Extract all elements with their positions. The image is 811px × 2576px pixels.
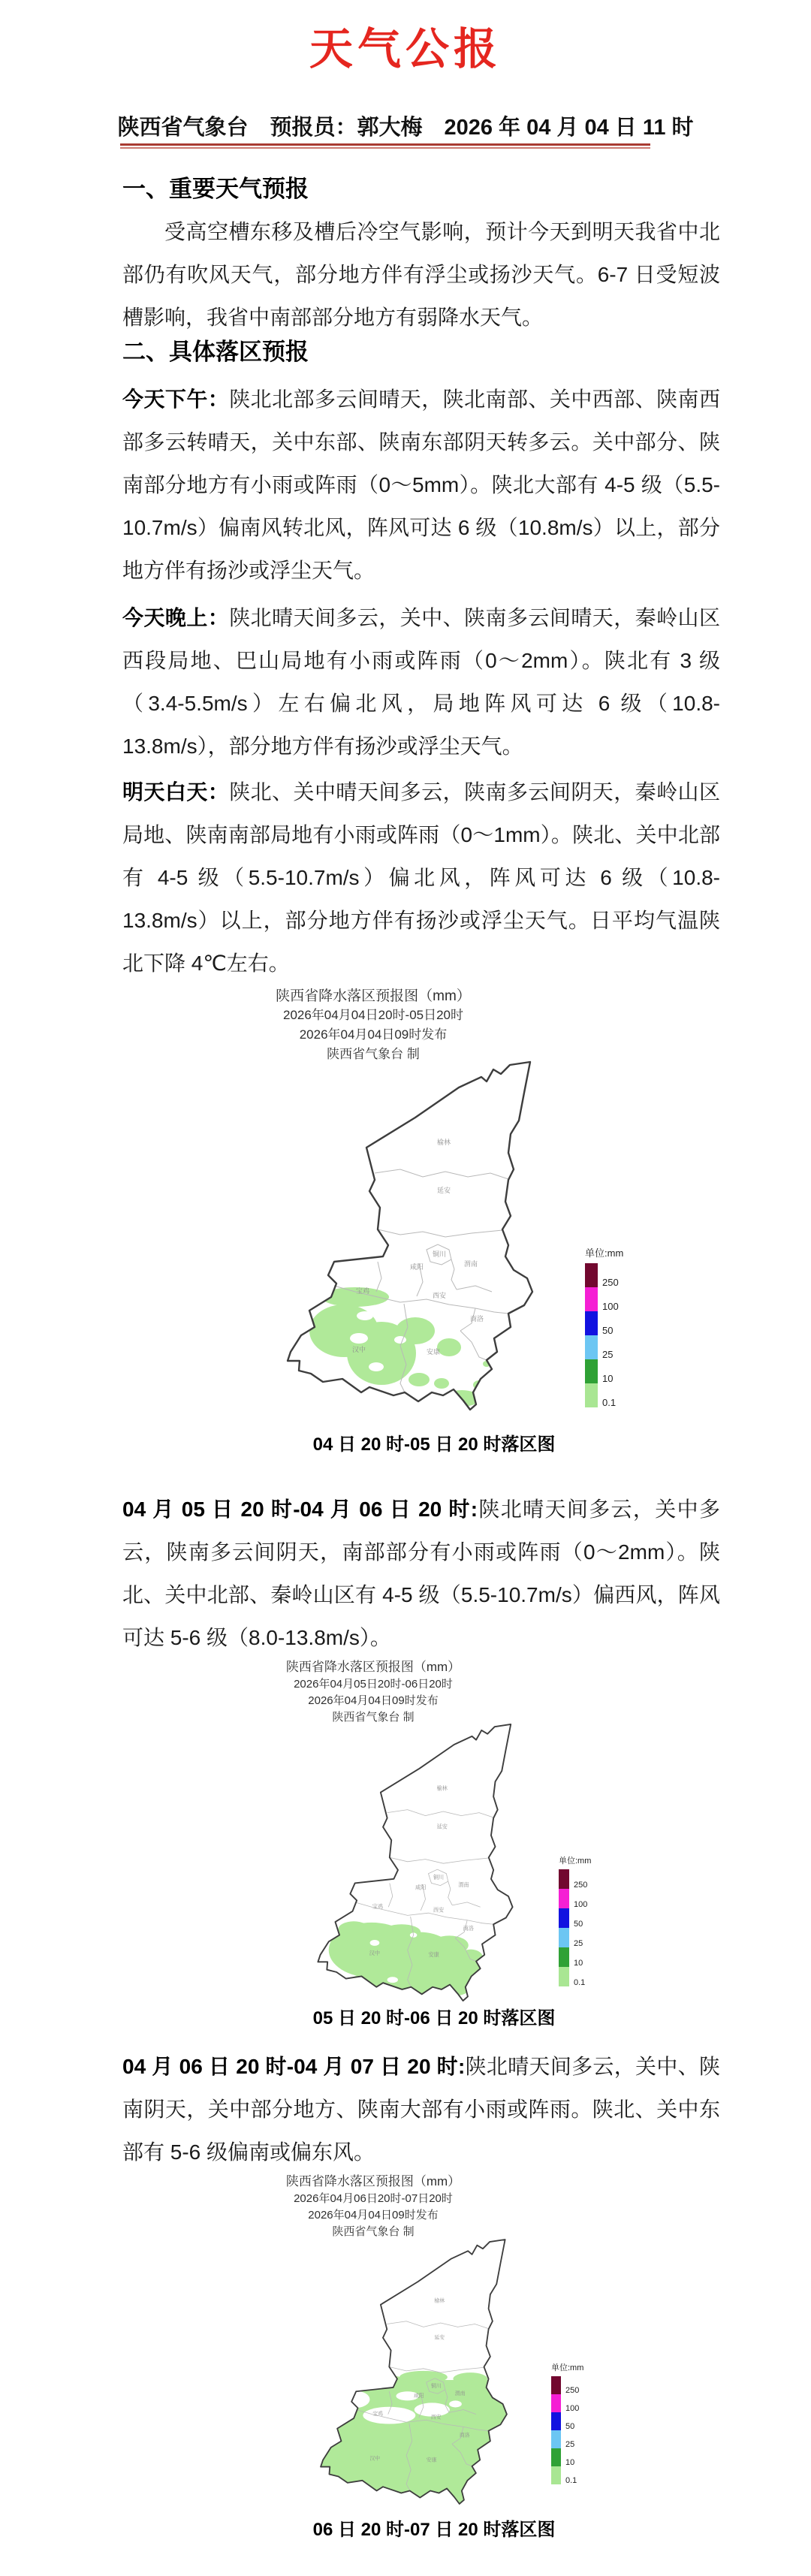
- precip-figure-day1: [0, 985, 811, 1471]
- legend-color-bar: [551, 2376, 561, 2484]
- map-issue-time: 2026年04月04日09时发布: [308, 2209, 439, 2222]
- legend-color-cell: [585, 1311, 598, 1335]
- legend-color-cell: [559, 1947, 569, 1967]
- map-title: 陕西省降水落区预报图（mm）: [285, 1660, 461, 1674]
- precip-legend: [559, 1856, 591, 1986]
- legend-value-label: 50: [565, 2422, 575, 2431]
- paragraph-text-today-afternoon: 陕北北部多云间晴天，陕北南部、关中西部、陕南西部多云转晴天，关中东部、陕南东部阴天转多云。关中部分、陕南部分地方有小雨或阵雨（0～5mm）。陕北大部有 4-5 级（5.5-10.7m/s）偏南风转北风，阵风可达 6 级（10.8m/s）以上，部分地方伴有扬沙或浮尘天气。: [122, 388, 720, 582]
- legend-color-cell: [585, 1287, 598, 1311]
- legend-value-label: 50: [602, 1325, 614, 1336]
- map-issue-time: 2026年04月04日09时发布: [299, 1027, 448, 1042]
- legend-value-label: 25: [602, 1349, 614, 1360]
- paragraph-lead-day6: 04 月 06 日 20 时-04 月 07 日 20 时:: [122, 2055, 466, 2078]
- legend-color-cell: [551, 2412, 561, 2430]
- legend-value-label: 0.1: [602, 1397, 617, 1408]
- header-rule-top: [120, 143, 650, 146]
- shaanxi-precip-map-day3: [316, 2237, 511, 2507]
- legend-color-cell: [585, 1263, 598, 1287]
- legend-value-label: 100: [565, 2404, 580, 2413]
- legend-value-label: 250: [565, 2386, 580, 2395]
- paragraph-lead-day5: 04 月 05 日 20 时-04 月 06 日 20 时:: [122, 1498, 478, 1521]
- legend-color-bar: [585, 1263, 598, 1407]
- paragraph-today-afternoon: [122, 378, 720, 592]
- page-title: 天气公报: [309, 25, 502, 74]
- legend-color-cell: [559, 1928, 569, 1947]
- paragraph-text-day6: 陕北晴天间多云，关中、陕南阴天，关中部分地方、陕南大部有小雨或阵雨。陕北、关中东部有 5-6 级偏南或偏东风。: [122, 2055, 720, 2164]
- legend-value-label: 50: [574, 1920, 583, 1929]
- paragraph-important-weather: 受高空槽东移及槽后冷空气影响，预计今天到明天我省中北部仍有吹风天气，部分地方伴有浮尘或扬沙天气。6-7 日受短波槽影响，我省中南部部分地方有弱降水天气。: [122, 220, 720, 329]
- precip-legend: [585, 1247, 623, 1407]
- map-valid-period: 2026年04月06日20时-07日20时: [294, 2192, 453, 2205]
- byline: 陕西省气象台 预报员：郭大梅 2026 年 04 月 04 日 11 时: [117, 116, 694, 140]
- paragraph-day6: [122, 2045, 720, 2173]
- legend-value-label: 100: [602, 1301, 619, 1312]
- precip-legend: [551, 2363, 583, 2484]
- legend-color-cell: [551, 2376, 561, 2394]
- legend-color-cell: [551, 2430, 561, 2448]
- map-title-block: [163, 1659, 583, 1727]
- legend-color-bar: [559, 1869, 569, 1986]
- legend-value-label: 0.1: [565, 2476, 577, 2485]
- map-caption: 06 日 20 时-07 日 20 时落区图: [312, 2520, 556, 2540]
- legend-color-cell: [585, 1335, 598, 1359]
- paragraph-text-tonight: 陕北晴天间多云，关中、陕南多云间晴天，秦岭山区西段局地、巴山局地有小雨或阵雨（0～2mm）。陕北有 3 级（3.4-5.5m/s）左右偏北风，局地阵风可达 6 级（10.8-13.8m/s），部分地方伴有扬沙或浮尘天气。: [122, 606, 720, 758]
- legend-value-label: 10: [602, 1373, 614, 1384]
- legend-value-label: 10: [574, 1959, 583, 1968]
- map-producer: 陕西省气象台 制: [327, 1047, 420, 1061]
- paragraph-tomorrow-day: [122, 771, 720, 985]
- map-producer: 陕西省气象台 制: [332, 2225, 415, 2238]
- paragraph-lead-today-afternoon: 今天下午：: [122, 388, 230, 411]
- shaanxi-precip-map-day1: [282, 1058, 538, 1413]
- shaanxi-precip-map-day2: [313, 1721, 517, 2004]
- paragraph-tonight: [122, 596, 720, 768]
- legend-value-label: 250: [602, 1277, 619, 1288]
- section-heading-detailed-forecast: 二、具体落区预报: [122, 339, 309, 365]
- map-issue-time: 2026年04月04日09时发布: [308, 1694, 439, 1707]
- section-heading-important-weather: 一、重要天气预报: [122, 176, 309, 202]
- legend-value-label: 10: [565, 2458, 575, 2467]
- map-title: 陕西省降水落区预报图（mm）: [285, 2174, 461, 2188]
- precip-figure-day3: [0, 2173, 811, 2576]
- map-caption: 05 日 20 时-06 日 20 时落区图: [312, 2008, 556, 2029]
- map-title-block: [163, 2173, 583, 2241]
- legend-color-cell: [559, 1889, 569, 1908]
- legend-color-cell: [559, 1908, 569, 1928]
- map-valid-period: 2026年04月04日20时-05日20时: [282, 1008, 464, 1022]
- legend-color-cell: [551, 2448, 561, 2466]
- legend-value-label: 25: [574, 1939, 583, 1948]
- header-rule-bottom: [120, 147, 650, 149]
- map-caption: 04 日 20 时-05 日 20 时落区图: [312, 1434, 556, 1455]
- legend-color-cell: [559, 1869, 569, 1889]
- legend-color-cell: [585, 1359, 598, 1383]
- map-producer: 陕西省气象台 制: [332, 1711, 415, 1724]
- header-rule: [120, 143, 650, 149]
- legend-color-cell: [551, 2466, 561, 2484]
- paragraph-day5: [122, 1488, 720, 1659]
- map-valid-period: 2026年04月05日20时-06日20时: [294, 1678, 453, 1691]
- legend-value-label: 100: [574, 1900, 588, 1909]
- legend-value-label: 0.1: [574, 1978, 586, 1987]
- precip-figure-day2: [0, 1659, 811, 2030]
- paragraph-lead-tomorrow-day: 明天白天：: [122, 780, 230, 804]
- legend-unit-label: 单位:mm: [585, 1247, 624, 1259]
- legend-color-cell: [551, 2394, 561, 2412]
- legend-value-label: 25: [565, 2440, 575, 2449]
- precip-area-day3: [316, 2371, 511, 2507]
- legend-unit-label: 单位:mm: [559, 1857, 592, 1866]
- map-title: 陕西省降水落区预报图（mm）: [276, 988, 471, 1004]
- legend-unit-label: 单位:mm: [551, 2363, 584, 2372]
- map-title-block: [163, 988, 583, 1066]
- paragraph-lead-tonight: 今天晚上：: [122, 606, 230, 629]
- paragraph-text-day5: 陕北晴天间多云，关中多云，陕南多云间阴天，南部部分有小雨或阵雨（0～2mm）。陕北、关中北部、秦岭山区有 4-5 级（5.5-10.7m/s）偏西风，阵风可达 5-6 级（8.0-13.8m/s）。: [122, 1498, 720, 1649]
- legend-color-cell: [559, 1967, 569, 1986]
- paragraph-text-tomorrow-day: 陕北、关中晴天间多云，陕南多云间阴天，秦岭山区局地、陕南南部局地有小雨或阵雨（0～1mm）。陕北、关中北部有 4-5 级（5.5-10.7m/s）偏北风，阵风可达 6 级（10.8-13.8m/s）以上，部分地方伴有扬沙或浮尘天气。日平均气温陕北下降 4℃左右。: [122, 780, 720, 975]
- legend-color-cell: [585, 1383, 598, 1407]
- legend-value-label: 250: [574, 1881, 588, 1890]
